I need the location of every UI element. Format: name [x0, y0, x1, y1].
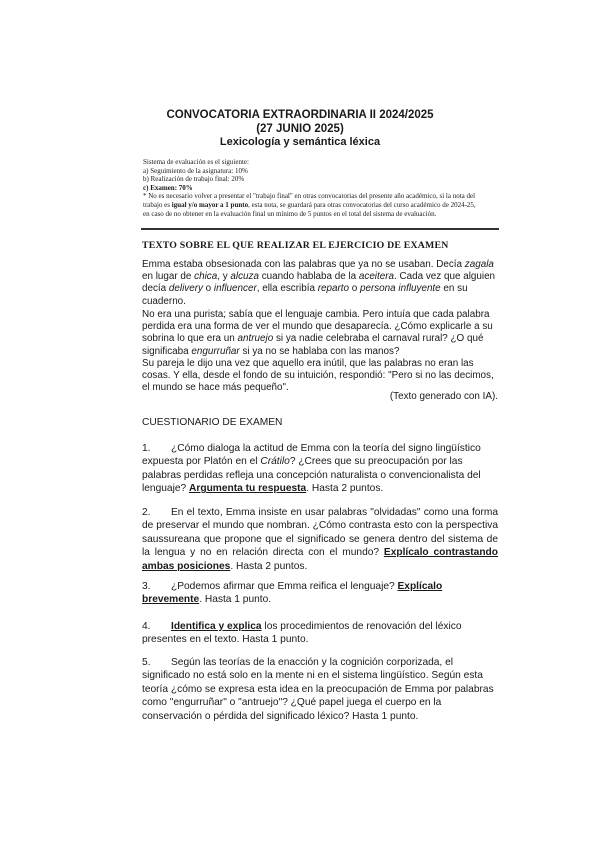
evaluation-block [143, 158, 498, 218]
question-4-number: 4. [142, 621, 151, 632]
evaluation-item-c: c) Examen: 70% [143, 183, 193, 192]
question-5: 5. Según las teorías de la enacción y la cognición corporizada, el significado no está solo en la mente ni en el sistema lingüístico. Según esta teoría ¿cómo se expresa esta idea en la preocupación de Emma por palabras como "engurruñar" o "antruejo"? ¿Qué papel juega el cuerpo en la conservación o pérdida del significado léxico? Hasta 1 punto. [142, 657, 494, 722]
evaluation-item-a: a) Seguimiento de la asignatura: 10% [143, 166, 248, 175]
exam-date: (27 JUNIO 2025) [256, 123, 344, 135]
questionnaire-heading: CUESTIONARIO DE EXAMEN [142, 417, 283, 428]
evaluation-note-emphasis: igual y/o mayor a 1 punto [171, 200, 249, 209]
question-3-number: 3. [142, 581, 151, 592]
text-credit: (Texto generado con IA). [389, 391, 498, 402]
exam-subject: Lexicología y semántica léxica [219, 136, 381, 148]
question-4-instruction: Identifica y explica [171, 621, 262, 632]
text-paragraph-3: Su pareja le dijo una vez que aquello era inútil, que las palabras no eran las cosas. Y ella, desde el fondo de su intuición, respondió: "Pero si no las decimos, el mundo se hace más pequeño". [142, 358, 494, 394]
question-3-instruction: Explícalo brevemente [142, 581, 443, 606]
question-3: 3. ¿Podemos afirmar que Emma reifica el lenguaje? Explícalo brevemente. Hasta 1 punto. [142, 581, 443, 606]
question-1-instruction: Argumenta tu respuesta [189, 483, 307, 495]
question-2: 2. En el texto, Emma insiste en usar palabras "olvidadas" como una forma de preservar el mundo que nombran. ¿Cómo contrasta esto con la perspectiva saussureana que propone que el significado se genera dentro del sistema de la lengua y no en relación directa con el mundo? Explícalo contrastando ambas posiciones. Hasta 2 puntos. [142, 507, 498, 572]
question-2-instruction: Explícalo contrastando ambas posiciones [142, 547, 498, 572]
question-4: 4. Identifica y explica los procedimientos de renovación del léxico presentes en el texto. Hasta 1 punto. [142, 621, 462, 646]
exam-title: CONVOCATORIA EXTRAORDINARIA II 2024/2025 [166, 109, 434, 121]
text-paragraph-1: Emma estaba obsesionada con las palabras que ya no se usaban. Decía zagala en lugar de chica, y alcuza cuando hablaba de la aceitera. Cada vez que alguien decía delivery o influencer, ella escribía reparto o persona influyente en su cuaderno. [142, 259, 496, 307]
evaluation-item-b: b) Realización de trabajo final: 20% [143, 175, 245, 184]
question-5-number: 5. [142, 657, 151, 668]
section-divider [141, 228, 499, 230]
evaluation-note-line-2: trabajo es igual y/o mayor a 1 punto, esta nota, se guardará para otras convocatorias del curso académico de 2024-25, [143, 200, 476, 209]
evaluation-note-line-1: * No es necesario volver a presentar el "trabajo final" en otras convocatorias del presente año académico, si la nota del [143, 192, 476, 201]
question-1: 1. ¿Cómo dialoga la actitud de Emma con la teoría del signo lingüístico expuesta por Platón en el Crátilo? ¿Crees que su preocupación por las palabras perdidas refleja una concepción naturalista o convencionalista del lenguaje? Argumenta tu respuesta. Hasta 2 puntos. [142, 443, 481, 495]
question-1-number: 1. [142, 443, 151, 454]
question-2-number: 2. [142, 507, 151, 518]
text-section-heading: TEXTO SOBRE EL QUE REALIZAR EL EJERCICIO DE EXAMEN [142, 240, 449, 251]
evaluation-intro: Sistema de evaluación es el siguiente: [143, 158, 249, 166]
evaluation-note-line-3: en caso de no obtener en la evaluación final un mínimo de 5 puntos en el total del sistema de evaluación. [143, 209, 437, 218]
text-paragraph-2: No era una purista; sabía que el lenguaje cambia. Pero intuía que cada palabra perdida era una forma de ver el mundo que desaparecía. ¿Cómo explicarle a su sobrina lo que era un antruejo si ya nadie celebraba el carnaval rural? ¿O qué significaba engurruñar si ya no se hablaba con las manos? [142, 309, 493, 357]
